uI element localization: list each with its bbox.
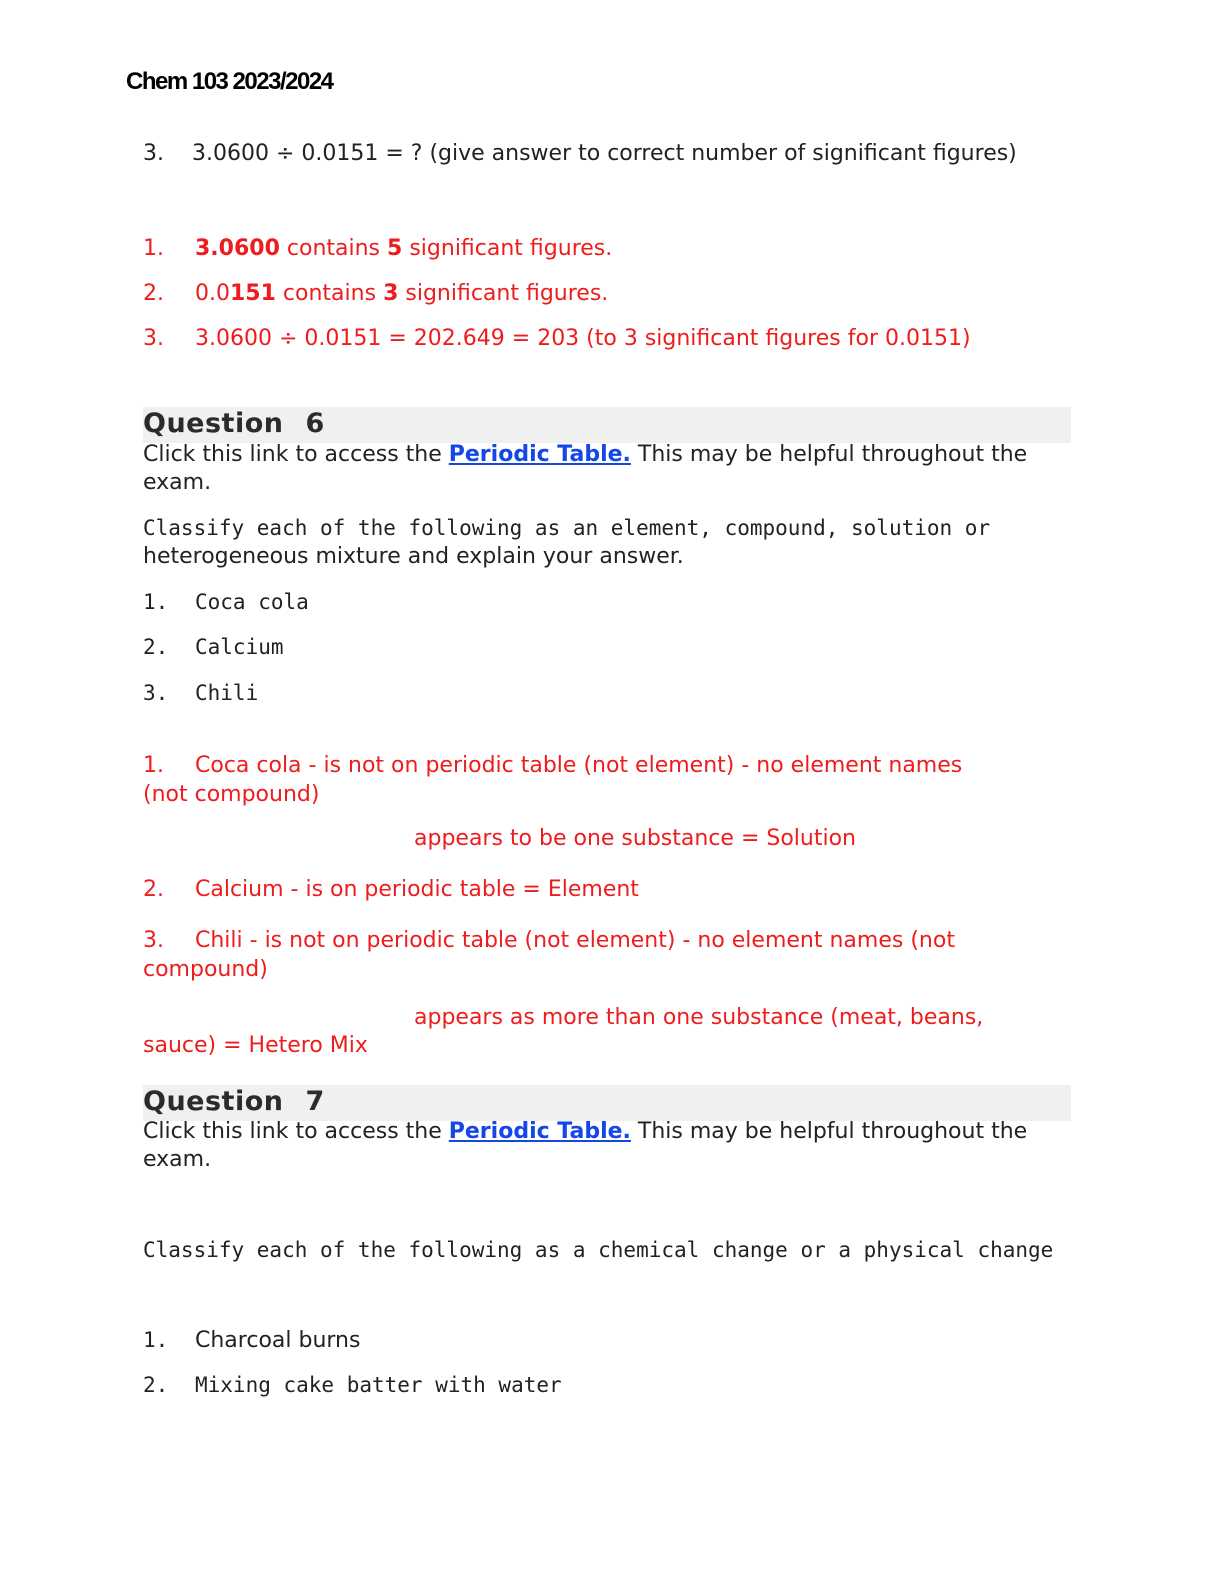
item-number: 2. (143, 1373, 169, 1397)
answer-tail: significant figures. (402, 236, 613, 261)
question-7-instruction: Classify each of the following as a chemical change or a physical change (143, 1238, 1054, 1262)
answer-number: 3. (143, 928, 164, 953)
answer-number: 2. (143, 281, 164, 306)
question-label: Question (143, 1086, 284, 1117)
question-number: 7 (305, 1086, 325, 1117)
item-text: Calcium (195, 635, 284, 659)
question-number: 6 (305, 408, 325, 439)
q6-answer-3-result-cont: sauce) = Hetero Mix (143, 1033, 368, 1058)
q6-answer-3-result: appears as more than one substance (meat, beans, (414, 1005, 984, 1030)
question-7-title (143, 1086, 325, 1117)
answer-text: Calcium - is on periodic table = Element (195, 877, 639, 902)
answer-count: 5 (387, 236, 403, 261)
question-6-instruction: Classify each of the following as an element, compound, solution or (143, 516, 991, 540)
question-label: Question (143, 408, 284, 439)
answer-text: contains (275, 281, 384, 306)
answer-number: 1. (143, 236, 164, 261)
item-text: Charcoal burns (195, 1328, 361, 1353)
answer-count: 3 (383, 281, 399, 306)
intro-text: Click this link to access the (143, 1119, 449, 1144)
answer-tail: significant figures. (398, 281, 609, 306)
q6-answer-3-cont: compound) (143, 957, 268, 982)
prev-question-prompt (143, 140, 1068, 168)
question-7-intro (143, 1118, 1068, 1174)
question-6-title (143, 408, 325, 439)
prev-question-number: 3. (143, 141, 164, 166)
answer-value-pre: 0.0 (195, 281, 230, 306)
intro-text-post: This may be helpful throughout the exam. (143, 1119, 1028, 1172)
item-number: 1. (143, 590, 169, 614)
q6-answer-1-result: appears to be one substance = Solution (414, 826, 856, 851)
item-number: 1. (143, 1328, 169, 1352)
item-text: Chili (195, 681, 259, 705)
prev-question-text: 3.0600 ÷ 0.0151 = ? (give answer to correct number of significant figures) (191, 141, 1017, 166)
periodic-table-link[interactable]: Periodic Table. (448, 442, 631, 467)
answer-number: 1. (143, 753, 164, 778)
q6-answer-1-cont: (not compound) (143, 782, 320, 807)
item-number: 3. (143, 681, 169, 705)
question-6-instruction-cont: heterogeneous mixture and explain your answer. (143, 544, 684, 569)
answer-text: Coca cola - is not on periodic table (not element) - no element names (195, 753, 963, 778)
item-text: Mixing cake batter with water (195, 1373, 562, 1397)
answer-text: 3.0600 ÷ 0.0151 = 202.649 = 203 (to 3 significant figures for 0.0151) (195, 326, 971, 351)
document-header: Chem 103 2023/2024 (126, 68, 333, 95)
answer-value: 3.0600 (195, 236, 280, 261)
answer-number: 2. (143, 877, 164, 902)
answer-text: contains (279, 236, 388, 261)
answer-number: 3. (143, 326, 164, 351)
item-text: Coca cola (195, 590, 309, 614)
item-number: 2. (143, 635, 169, 659)
answer-text: Chili - is not on periodic table (not element) - no element names (not (195, 928, 955, 953)
answer-value-bold: 151 (230, 281, 276, 306)
question-6-intro (143, 441, 1068, 497)
intro-text: Click this link to access the (143, 442, 449, 467)
intro-text-post: This may be helpful throughout the exam. (143, 442, 1028, 495)
periodic-table-link[interactable]: Periodic Table. (448, 1119, 631, 1144)
